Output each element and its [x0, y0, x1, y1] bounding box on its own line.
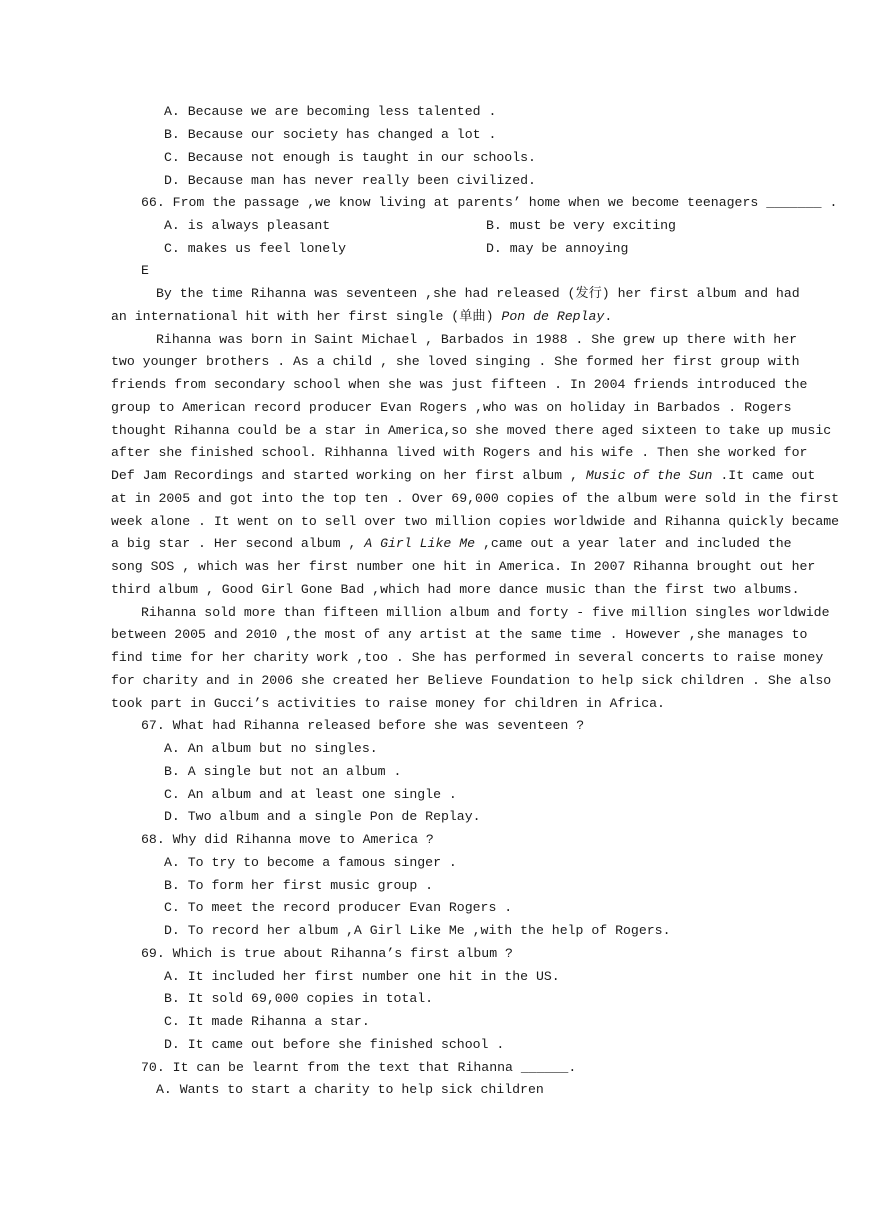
- passage-text: ,came out a year later and included the: [475, 536, 792, 551]
- q69-option-c: C. It made Rihanna a star.: [164, 1014, 370, 1029]
- passage-text: thought Rihanna could be a star in America,so she moved there aged sixteen to take up music: [111, 423, 832, 438]
- album-title: Music of the Sun: [585, 468, 713, 483]
- passage-text: for charity and in 2006 she created her Believe Foundation to help sick children . She also: [111, 673, 832, 688]
- q68-option-b: B. To form her first music group .: [164, 878, 434, 893]
- passage-line: [111, 672, 832, 690]
- passage-text: an international hit with her first single (单曲): [111, 309, 502, 324]
- passage-line: [111, 444, 808, 462]
- passage-text: friends from secondary school when she was just fifteen . In 2004 friends introduced the: [111, 377, 808, 392]
- q66-stem: 66. From the passage ,we know living at parents’ home when we become teenagers _______ .: [141, 195, 838, 210]
- q67-option-b: B. A single but not an album .: [164, 764, 402, 779]
- passage-line: [141, 604, 830, 622]
- passage-line: [111, 308, 612, 326]
- q70-option-a: A. Wants to start a charity to help sick children: [156, 1082, 544, 1097]
- passage-line: [111, 695, 665, 713]
- q69-option-d: D. It came out before she finished school .: [164, 1037, 505, 1052]
- section-label: E: [141, 263, 149, 278]
- passage-line: [156, 285, 800, 303]
- passage-text: group to American record producer Evan Rogers ,who was on holiday in Barbados . Rogers: [111, 400, 792, 415]
- passage-line: [111, 581, 800, 599]
- q65-option-a: A. Because we are becoming less talented .: [164, 104, 497, 119]
- q67-stem: 67. What had Rihanna released before she was seventeen ?: [141, 718, 585, 733]
- song-title: Pon de Replay: [501, 309, 605, 324]
- passage-line: [111, 558, 816, 576]
- q70-stem: 70. It can be learnt from the text that Rihanna ______.: [141, 1060, 577, 1075]
- q66-option-b: B. must be very exciting: [486, 218, 676, 233]
- q66-option-a: A. is always pleasant: [164, 218, 331, 233]
- passage-text: By the time Rihanna was seventeen ,she had released (发行) her first album and had: [156, 286, 800, 301]
- album-title: A Girl Like Me: [364, 536, 476, 551]
- passage-line: [111, 626, 808, 644]
- passage-line: [111, 467, 815, 485]
- passage-line: [111, 513, 840, 531]
- passage-text: took part in Gucci’s activities to raise money for children in Africa.: [111, 696, 665, 711]
- passage-text: after she finished school. Rihhanna lived with Rogers and his wife . Then she worked for: [111, 445, 808, 460]
- passage-text: week alone . It went on to sell over two million copies worldwide and Rihanna quickly became: [111, 514, 840, 529]
- passage-text: third album , Good Girl Gone Bad ,which had more dance music than the first two albums.: [111, 582, 800, 597]
- passage-text: at in 2005 and got into the top ten . Over 69,000 copies of the album were sold in the first: [111, 491, 840, 506]
- q68-option-a: A. To try to become a famous singer .: [164, 855, 457, 870]
- q67-option-a: A. An album but no singles.: [164, 741, 378, 756]
- q67-option-d: D. Two album and a single Pon de Replay.: [164, 809, 481, 824]
- passage-text: song SOS , which was her first number one hit in America. In 2007 Rihanna brought out her: [111, 559, 816, 574]
- q67-option-c: C. An album and at least one single .: [164, 787, 457, 802]
- q66-option-c: C. makes us feel lonely: [164, 241, 347, 256]
- q69-stem: 69. Which is true about Rihanna’s first album ?: [141, 946, 513, 961]
- passage-text: .: [604, 309, 613, 324]
- q66-option-d: D. may be annoying: [486, 241, 629, 256]
- q69-option-a: A. It included her first number one hit in the US.: [164, 969, 560, 984]
- passage-text: find time for her charity work ,too . She has performed in several concerts to raise money: [111, 650, 824, 665]
- passage-line: [111, 399, 792, 417]
- q65-option-c: C. Because not enough is taught in our schools.: [164, 150, 536, 165]
- q65-option-b: B. Because our society has changed a lot .: [164, 127, 497, 142]
- passage-text: two younger brothers . As a child , she loved singing . She formed her first group with: [111, 354, 800, 369]
- passage-text: Rihanna sold more than fifteen million album and forty - five million singles worldwide: [141, 605, 830, 620]
- q68-option-c: C. To meet the record producer Evan Rogers .: [164, 900, 513, 915]
- passage-text: Rihanna was born in Saint Michael , Barbados in 1988 . She grew up there with her: [156, 332, 798, 347]
- passage-line: [111, 376, 808, 394]
- passage-line: [111, 649, 824, 667]
- passage-line: [111, 353, 800, 371]
- passage-text: Def Jam Recordings and started working on her first album ,: [111, 468, 586, 483]
- passage-line: [111, 422, 832, 440]
- passage-text: between 2005 and 2010 ,the most of any artist at the same time . However ,she manages to: [111, 627, 808, 642]
- q65-option-d: D. Because man has never really been civilized.: [164, 173, 536, 188]
- passage-text: .It came out: [712, 468, 816, 483]
- passage-line: [156, 331, 798, 349]
- passage-text: a big star . Her second album ,: [111, 536, 365, 551]
- passage-line: [111, 490, 840, 508]
- passage-line: [111, 535, 792, 553]
- q68-option-d: D. To record her album ,A Girl Like Me ,with the help of Rogers.: [164, 923, 671, 938]
- q69-option-b: B. It sold 69,000 copies in total.: [164, 991, 434, 1006]
- q68-stem: 68. Why did Rihanna move to America ?: [141, 832, 434, 847]
